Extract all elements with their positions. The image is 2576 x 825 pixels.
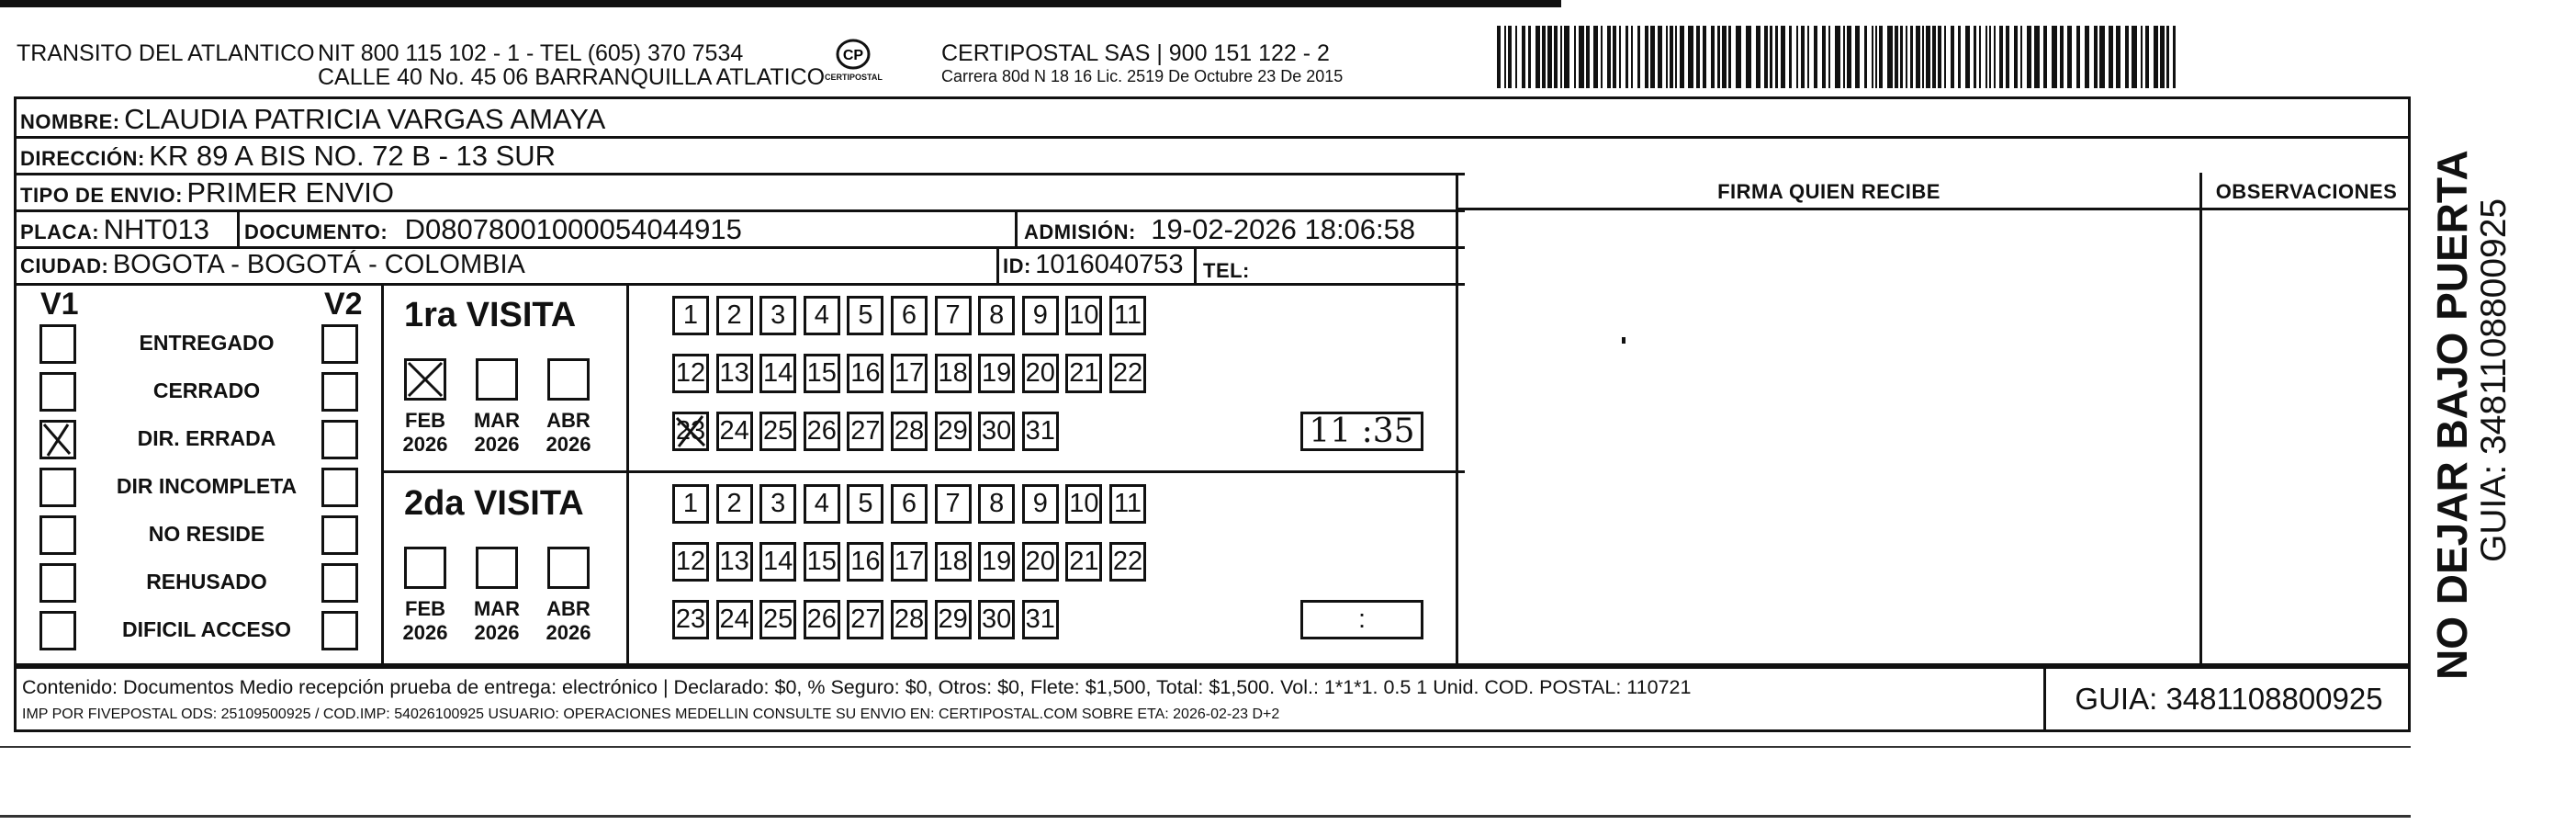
documento-label: DOCUMENTO: [244,220,388,243]
day-box[interactable]: 21 [1065,354,1102,393]
day-box[interactable]: 2 [716,296,753,335]
day-box[interactable]: 12 [672,354,709,393]
check-mark-icon [675,414,706,448]
day-box[interactable]: 27 [847,412,883,451]
sender-address: CALLE 40 No. 45 06 BARRANQUILLA ATLATICO [318,64,826,90]
month-label [465,409,529,457]
day-box[interactable]: 18 [935,354,972,393]
day-box[interactable]: 6 [891,484,928,524]
v1-checkbox[interactable] [39,468,76,507]
month-label [393,597,457,645]
day-box[interactable]: 18 [935,542,972,582]
status-option-label: CERRADO [152,379,261,402]
month-checkbox[interactable] [547,358,590,401]
day-box[interactable]: 6 [891,296,928,335]
footer-guia: GUIA: 3481108800925 [2075,682,2383,716]
day-box[interactable]: 19 [978,542,1015,582]
tipo-envio-row [20,176,394,209]
visit-title: 2da VISITA [404,484,584,523]
documento-value: D08078001000054044915 [404,213,742,245]
admision-row [1024,213,1415,246]
day-box[interactable]: 15 [804,542,840,582]
observations-area[interactable] [2202,210,2411,666]
barcode-graphic [1497,26,2181,88]
month-year: 2026 [402,433,448,456]
day-box[interactable]: 25 [759,412,796,451]
day-box[interactable]: 11 [1109,296,1146,335]
day-box[interactable]: 28 [891,600,928,639]
nombre-row [20,103,605,136]
v1-checkbox[interactable] [39,563,76,603]
day-box[interactable]: 24 [716,600,753,639]
signature-mark [1622,337,1625,344]
day-box[interactable]: 10 [1065,484,1102,524]
tel-row [1203,252,1250,285]
day-box[interactable]: 1 [672,484,709,524]
month-name: ABR [546,409,591,432]
tipo-envio-value: PRIMER ENVIO [186,176,395,209]
top-border [0,0,1561,7]
day-box[interactable]: 23 [672,412,709,451]
admision-value: 19-02-2026 18:06:58 [1151,213,1416,245]
v1-checkbox[interactable] [39,372,76,412]
certipostal-logo [825,39,882,82]
day-box[interactable]: 15 [804,354,840,393]
month-year: 2026 [546,621,591,644]
day-box[interactable]: 2 [716,484,753,524]
day-box[interactable]: 22 [1109,354,1146,393]
month-year: 2026 [474,621,520,644]
admision-label: ADMISIÓN: [1024,220,1136,243]
placa-label: PLACA: [20,220,100,243]
observaciones-header: OBSERVACIONES [2215,180,2398,203]
day-box[interactable]: 27 [847,600,883,639]
tel-label: TEL: [1203,259,1250,282]
carrier-license: Carrera 80d N 18 16 Lic. 2519 De Octubre 23 De 2015 [941,67,1344,85]
sender-nit: NIT 800 115 102 - 1 - TEL (605) 370 7534 [318,40,744,66]
nombre-value: CLAUDIA PATRICIA VARGAS AMAYA [124,103,606,135]
visit-title: 1ra VISITA [404,296,577,334]
day-box[interactable]: 21 [1065,542,1102,582]
day-box[interactable]: 5 [847,484,883,524]
day-box[interactable]: 16 [847,542,883,582]
direccion-row [20,140,556,173]
day-box[interactable]: 3 [759,296,796,335]
day-box[interactable]: 29 [935,412,972,451]
day-box[interactable]: 20 [1022,354,1059,393]
day-box[interactable]: 7 [935,484,972,524]
month-checkbox[interactable] [547,547,590,589]
carrier-name: CERTIPOSTAL SAS | 900 151 122 - 2 [941,40,1330,66]
status-option-label: NO RESIDE [148,522,265,546]
day-box[interactable]: 20 [1022,542,1059,582]
no-dejar-warning: NO DEJAR BAJO PUERTA [2428,150,2476,680]
day-box[interactable]: 8 [978,484,1015,524]
footer-print-line: IMP POR FIVEPOSTAL ODS: 25109500925 / COD.IMP: 54026100925 USUARIO: OPERACIONES MEDELLIN CONSULTE SU ENVIO EN: CERTIPOSTAL.COM SOBRE ETA: 2026-02-23 D+2 [22,706,1280,722]
day-box[interactable]: 5 [847,296,883,335]
day-box[interactable]: 4 [804,484,840,524]
day-box[interactable]: 24 [716,412,753,451]
day-box[interactable]: 17 [891,354,928,393]
side-guia: GUIA: 3481108800925 [2474,198,2514,562]
v1-checkbox[interactable] [39,611,76,650]
day-box[interactable]: 26 [804,600,840,639]
day-box[interactable]: 4 [804,296,840,335]
month-name: ABR [546,597,591,620]
day-box[interactable]: 9 [1022,484,1059,524]
status-option-label: DIFICIL ACCESO [121,617,291,641]
month-name: MAR [473,409,521,432]
month-checkbox[interactable] [404,547,446,589]
sender-name: TRANSITO DEL ATLANTICO [17,40,315,66]
id-label: ID: [1003,254,1031,277]
v2-checkbox[interactable] [321,420,358,459]
v1-label: V1 [40,287,79,322]
ciudad-value: BOGOTA - BOGOTÁ - COLOMBIA [112,250,525,279]
day-box[interactable]: 7 [935,296,972,335]
day-box[interactable]: 29 [935,600,972,639]
day-box[interactable]: 8 [978,296,1015,335]
time-box[interactable]: 11 :35 [1300,412,1423,451]
documento-row [244,213,742,246]
day-box[interactable]: 26 [804,412,840,451]
tipo-envio-label: TIPO DE ENVIO: [20,184,183,207]
placa-value: NHT013 [103,213,209,245]
month-name: FEB [405,409,445,432]
id-value: 1016040753 [1035,250,1184,279]
placa-row [20,213,209,246]
v2-checkbox[interactable] [321,468,358,507]
day-box[interactable]: 1 [672,296,709,335]
month-name: MAR [473,597,521,620]
day-box[interactable]: 12 [672,542,709,582]
v2-checkbox[interactable] [321,324,358,364]
bottom-edge-line [0,815,2411,818]
check-mark-icon [42,423,73,457]
month-checkbox[interactable] [476,358,518,401]
v2-checkbox[interactable] [321,372,358,412]
day-box[interactable]: 13 [716,354,753,393]
v2-label: V2 [324,287,363,322]
direccion-label: DIRECCIÓN: [20,147,145,170]
day-box[interactable]: 30 [978,412,1015,451]
direccion-value: KR 89 A BIS NO. 72 B - 13 SUR [149,140,557,172]
day-box[interactable]: 3 [759,484,796,524]
day-box[interactable]: 9 [1022,296,1059,335]
month-label [536,597,601,645]
month-year: 2026 [546,433,591,456]
day-box[interactable]: 22 [1109,542,1146,582]
day-box[interactable]: 19 [978,354,1015,393]
cut-line [0,746,2411,748]
month-label [536,409,601,457]
month-name: FEB [405,597,445,620]
nombre-label: NOMBRE: [20,110,120,133]
day-box[interactable]: 17 [891,542,928,582]
logo-text: CERTIPOSTAL [825,73,883,82]
month-year: 2026 [474,433,520,456]
ciudad-label: CIUDAD: [20,254,109,277]
logo-icon [835,39,872,70]
signature-area[interactable] [1460,210,2199,666]
svg-text:CP: CP [842,48,864,63]
status-option-label: DIR. ERRADA [137,426,276,450]
day-box[interactable]: 31 [1022,600,1059,639]
v1-checkbox[interactable] [39,324,76,364]
day-box[interactable]: 31 [1022,412,1059,451]
firma-header: FIRMA QUIEN RECIBE [1717,180,1940,203]
month-checkbox[interactable] [404,358,446,401]
v1-checkbox[interactable] [39,420,76,459]
id-row [1003,250,1184,280]
status-option-label: DIR INCOMPLETA [116,474,298,498]
day-box[interactable]: 16 [847,354,883,393]
month-label [465,597,529,645]
day-box[interactable]: 23 [672,600,709,639]
footer-content-line: Contenido: Documentos Medio recepción prueba de entrega: electrónico | Declarado: $0, % Seguro: $0, Otros: $0, Flete: $1,500, Total: $1,500. Vol.: 1*1*1. 0.5 1 Unid. COD. POSTAL: 110721 [22,676,1692,698]
month-label [393,409,457,457]
day-box[interactable]: 11 [1109,484,1146,524]
day-box[interactable]: 14 [759,542,796,582]
v2-checkbox[interactable] [321,515,358,555]
day-box[interactable]: 14 [759,354,796,393]
check-mark-icon [407,361,444,398]
v2-checkbox[interactable] [321,611,358,650]
day-box[interactable]: 30 [978,600,1015,639]
month-year: 2026 [402,621,448,644]
ciudad-row [20,250,525,280]
barcode [1497,26,2181,88]
v2-checkbox[interactable] [321,563,358,603]
status-option-label: ENTREGADO [139,331,275,355]
time-box[interactable]: : [1300,600,1423,639]
day-box[interactable]: 25 [759,600,796,639]
day-box[interactable]: 10 [1065,296,1102,335]
status-option-label: REHUSADO [146,570,267,593]
day-box[interactable]: 28 [891,412,928,451]
day-box[interactable]: 13 [716,542,753,582]
month-checkbox[interactable] [476,547,518,589]
v1-checkbox[interactable] [39,515,76,555]
